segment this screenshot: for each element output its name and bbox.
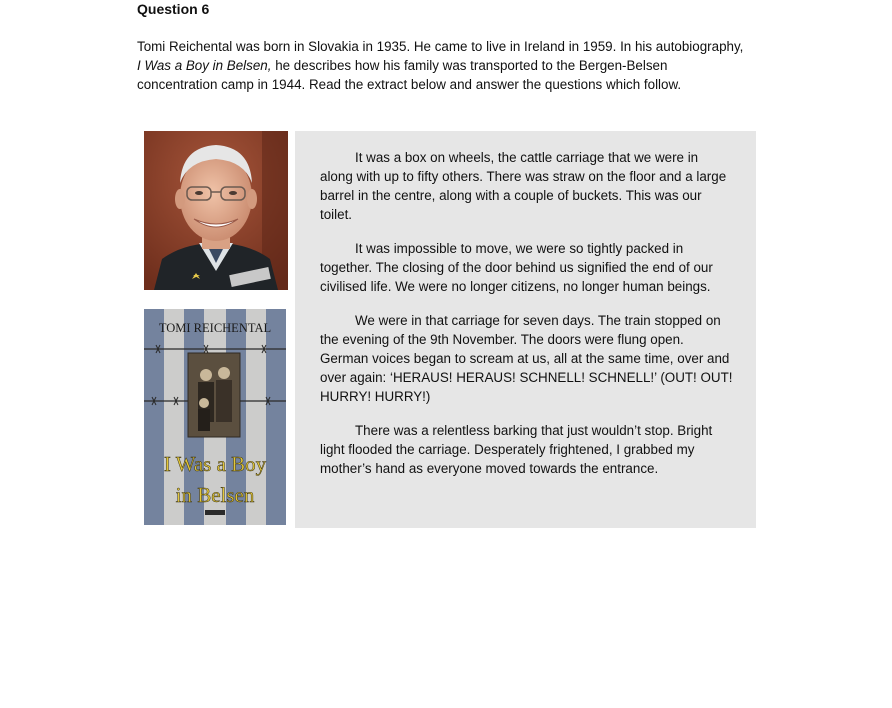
- extract-paragraph-4: There was a relentless barking that just wouldn’t stop. Bright light flooded the carriage. Desperately frightened, I grabbed my mother’s hand as everyone moved towards the entrance.: [320, 423, 713, 476]
- intro-paragraph: [137, 37, 747, 94]
- extract-paragraph-2: It was impossible to move, we were so tightly packed in together. The closing of the door behind us signified the end of our civilised life. We were no longer citizens, no longer human beings.: [320, 241, 713, 294]
- cover-author: TOMI REICHENTAL: [158, 321, 272, 335]
- author-photo: [144, 131, 288, 290]
- question-heading: Question 6: [137, 1, 210, 17]
- book-cover: [144, 309, 286, 525]
- cover-title-line2: in Belsen: [175, 483, 255, 507]
- extract-paragraph-3: We were in that carriage for seven days. The train stopped on the evening of the 9th November. The doors were flung open. German voices began to scream at us, all at the same time, over and over again: ‘HERAUS! HERAUS! SCHNELL! SCHNELL!’ (OUT! OUT! HURRY! HURRY!): [320, 313, 733, 404]
- extract-paragraph-1: It was a box on wheels, the cattle carriage that we were in along with up to fifty others. There was straw on the floor and a large barrel in the centre, along with a couple of buckets. This was our toilet.: [320, 150, 727, 222]
- intro-text-after: he describes how his family was transported to the Bergen-Belsen concentration camp in 1944. Read the extract below and answer the questions which follow.: [137, 58, 682, 92]
- cover-title-line1: I Was a Boy: [163, 452, 267, 476]
- intro-text-before: Tomi Reichental was born in Slovakia in 1935. He came to live in Ireland in 1959. In his autobiography,: [137, 39, 744, 54]
- book-title: I Was a Boy in Belsen,: [137, 58, 272, 73]
- extract-box: [295, 131, 756, 528]
